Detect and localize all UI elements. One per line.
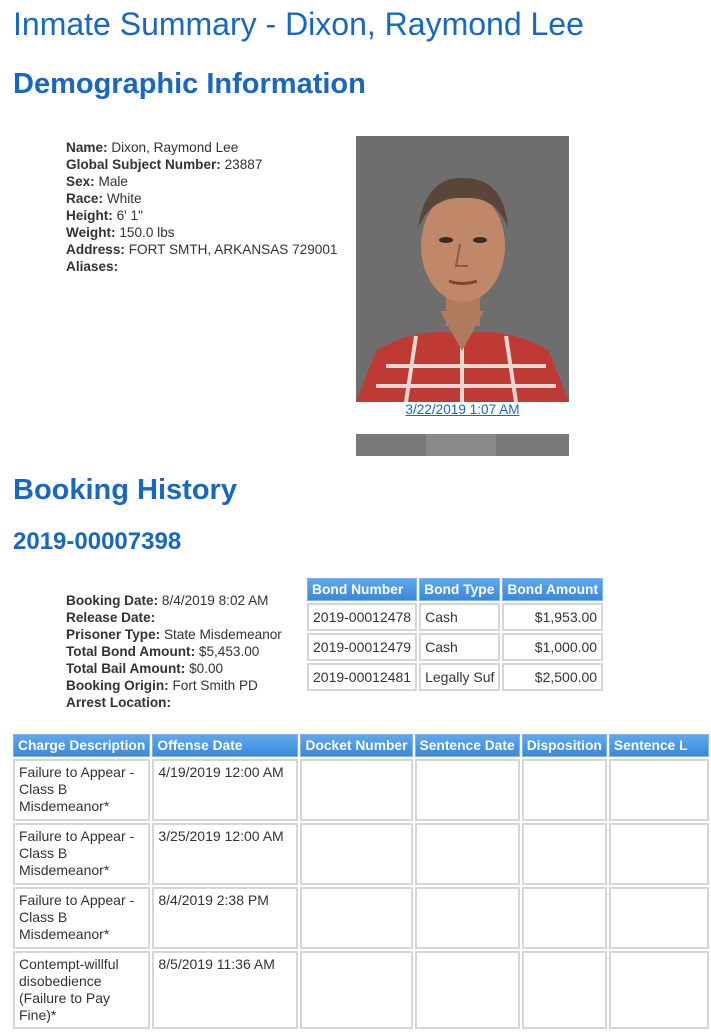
booking-row-arrest-location: Arrest Location: (66, 695, 171, 710)
mugshot-illustration (356, 136, 569, 402)
bond-row (307, 603, 603, 631)
bond-amount: $2,500.00 (502, 663, 603, 691)
demo-row-aliases: Aliases: (66, 259, 119, 274)
bond-row (307, 663, 603, 691)
bond-number: 2019-00012478 (307, 603, 417, 631)
charge-offense-date: 8/4/2019 2:38 PM (152, 887, 298, 949)
charge-sentence-length (609, 887, 709, 949)
booking-row-prisoner-type: Prisoner Type: State Misdemeanor (66, 627, 282, 642)
demo-row-address: Address: FORT SMTH, ARKANSAS 729001 (66, 242, 338, 257)
bond-type: Legally Suf (419, 663, 500, 691)
photo-date-link[interactable]: 3/22/2019 1:07 AM (405, 402, 520, 417)
bond-amount: $1,953.00 (502, 603, 603, 631)
charge-offense-date: 4/19/2019 12:00 AM (152, 759, 298, 821)
booking-row-origin: Booking Origin: Fort Smith PD (66, 678, 258, 693)
charge-docket (300, 951, 412, 1029)
bond-header-row (307, 578, 603, 601)
charge-offense-date: 3/25/2019 12:00 AM (152, 823, 298, 885)
bond-row (307, 633, 603, 661)
charge-row (13, 951, 709, 1029)
demo-row-race: Race: White (66, 191, 142, 206)
bond-header-number[interactable]: Bond Number (307, 578, 417, 601)
charge-docket (300, 823, 412, 885)
second-photo-thumbnail[interactable] (356, 434, 569, 456)
charge-disposition (522, 759, 607, 821)
bond-number: 2019-00012479 (307, 633, 417, 661)
booking-row-date: Booking Date: 8/4/2019 8:02 AM (66, 593, 269, 608)
bond-number: 2019-00012481 (307, 663, 417, 691)
charge-sentence-date (415, 951, 520, 1029)
booking-row-release: Release Date: (66, 610, 156, 625)
bond-type: Cash (419, 603, 500, 631)
charge-sentence-date (415, 887, 520, 949)
charges-header-description[interactable]: Charge Description (13, 734, 150, 757)
booking-row-bond-amount: Total Bond Amount: $5,453.00 (66, 644, 260, 659)
charges-header-disposition[interactable]: Disposition (522, 734, 607, 757)
charge-sentence-length (609, 759, 709, 821)
charge-row (13, 759, 709, 821)
charge-disposition (522, 823, 607, 885)
demo-row-gsn: Global Subject Number: 23887 (66, 157, 263, 172)
charge-docket (300, 887, 412, 949)
charge-description: Failure to Appear - Class B Misdemeanor* (13, 759, 150, 821)
booking-details (66, 592, 282, 711)
charge-row (13, 887, 709, 949)
bond-amount: $1,000.00 (502, 633, 603, 661)
charge-description: Failure to Appear - Class B Misdemeanor* (13, 887, 150, 949)
charge-description: Contempt-willful disobedience (Failure to Pay Fine)* (13, 951, 150, 1029)
charge-disposition (522, 887, 607, 949)
bond-header-amount[interactable]: Bond Amount (502, 578, 603, 601)
demo-row-sex: Sex: Male (66, 174, 128, 189)
demo-row-name: Name: Dixon, Raymond Lee (66, 140, 239, 155)
demo-row-weight: Weight: 150.0 lbs (66, 225, 175, 240)
charges-header-docket[interactable]: Docket Number (300, 734, 412, 757)
charge-offense-date: 8/5/2019 11:36 AM (152, 951, 298, 1029)
charge-sentence-length (609, 951, 709, 1029)
booking-number: 2019-00007398 (13, 528, 182, 555)
charge-disposition (522, 951, 607, 1029)
page-title: Inmate Summary - Dixon, Raymond Lee (13, 6, 584, 42)
charge-sentence-length (609, 823, 709, 885)
charges-table (11, 732, 711, 1031)
bond-header-type[interactable]: Bond Type (419, 578, 500, 601)
charge-sentence-date (415, 759, 520, 821)
bond-table (305, 576, 605, 693)
mugshot-photo (356, 136, 569, 402)
charge-docket (300, 759, 412, 821)
charge-description: Failure to Appear - Class B Misdemeanor* (13, 823, 150, 885)
charges-header-sentence-length[interactable]: Sentence L (609, 734, 709, 757)
booking-row-bail-amount: Total Bail Amount: $0.00 (66, 661, 224, 676)
booking-history-heading: Booking History (13, 474, 237, 506)
demographic-heading: Demographic Information (13, 68, 366, 100)
charge-row (13, 823, 709, 885)
charges-header-offense-date[interactable]: Offense Date (152, 734, 298, 757)
charge-sentence-date (415, 823, 520, 885)
bond-type: Cash (419, 633, 500, 661)
second-photo-illustration (356, 434, 569, 456)
demographic-info (66, 139, 337, 275)
charges-header-row (13, 734, 709, 757)
charges-header-sentence-date[interactable]: Sentence Date (415, 734, 520, 757)
demo-row-height: Height: 6' 1" (66, 208, 143, 223)
